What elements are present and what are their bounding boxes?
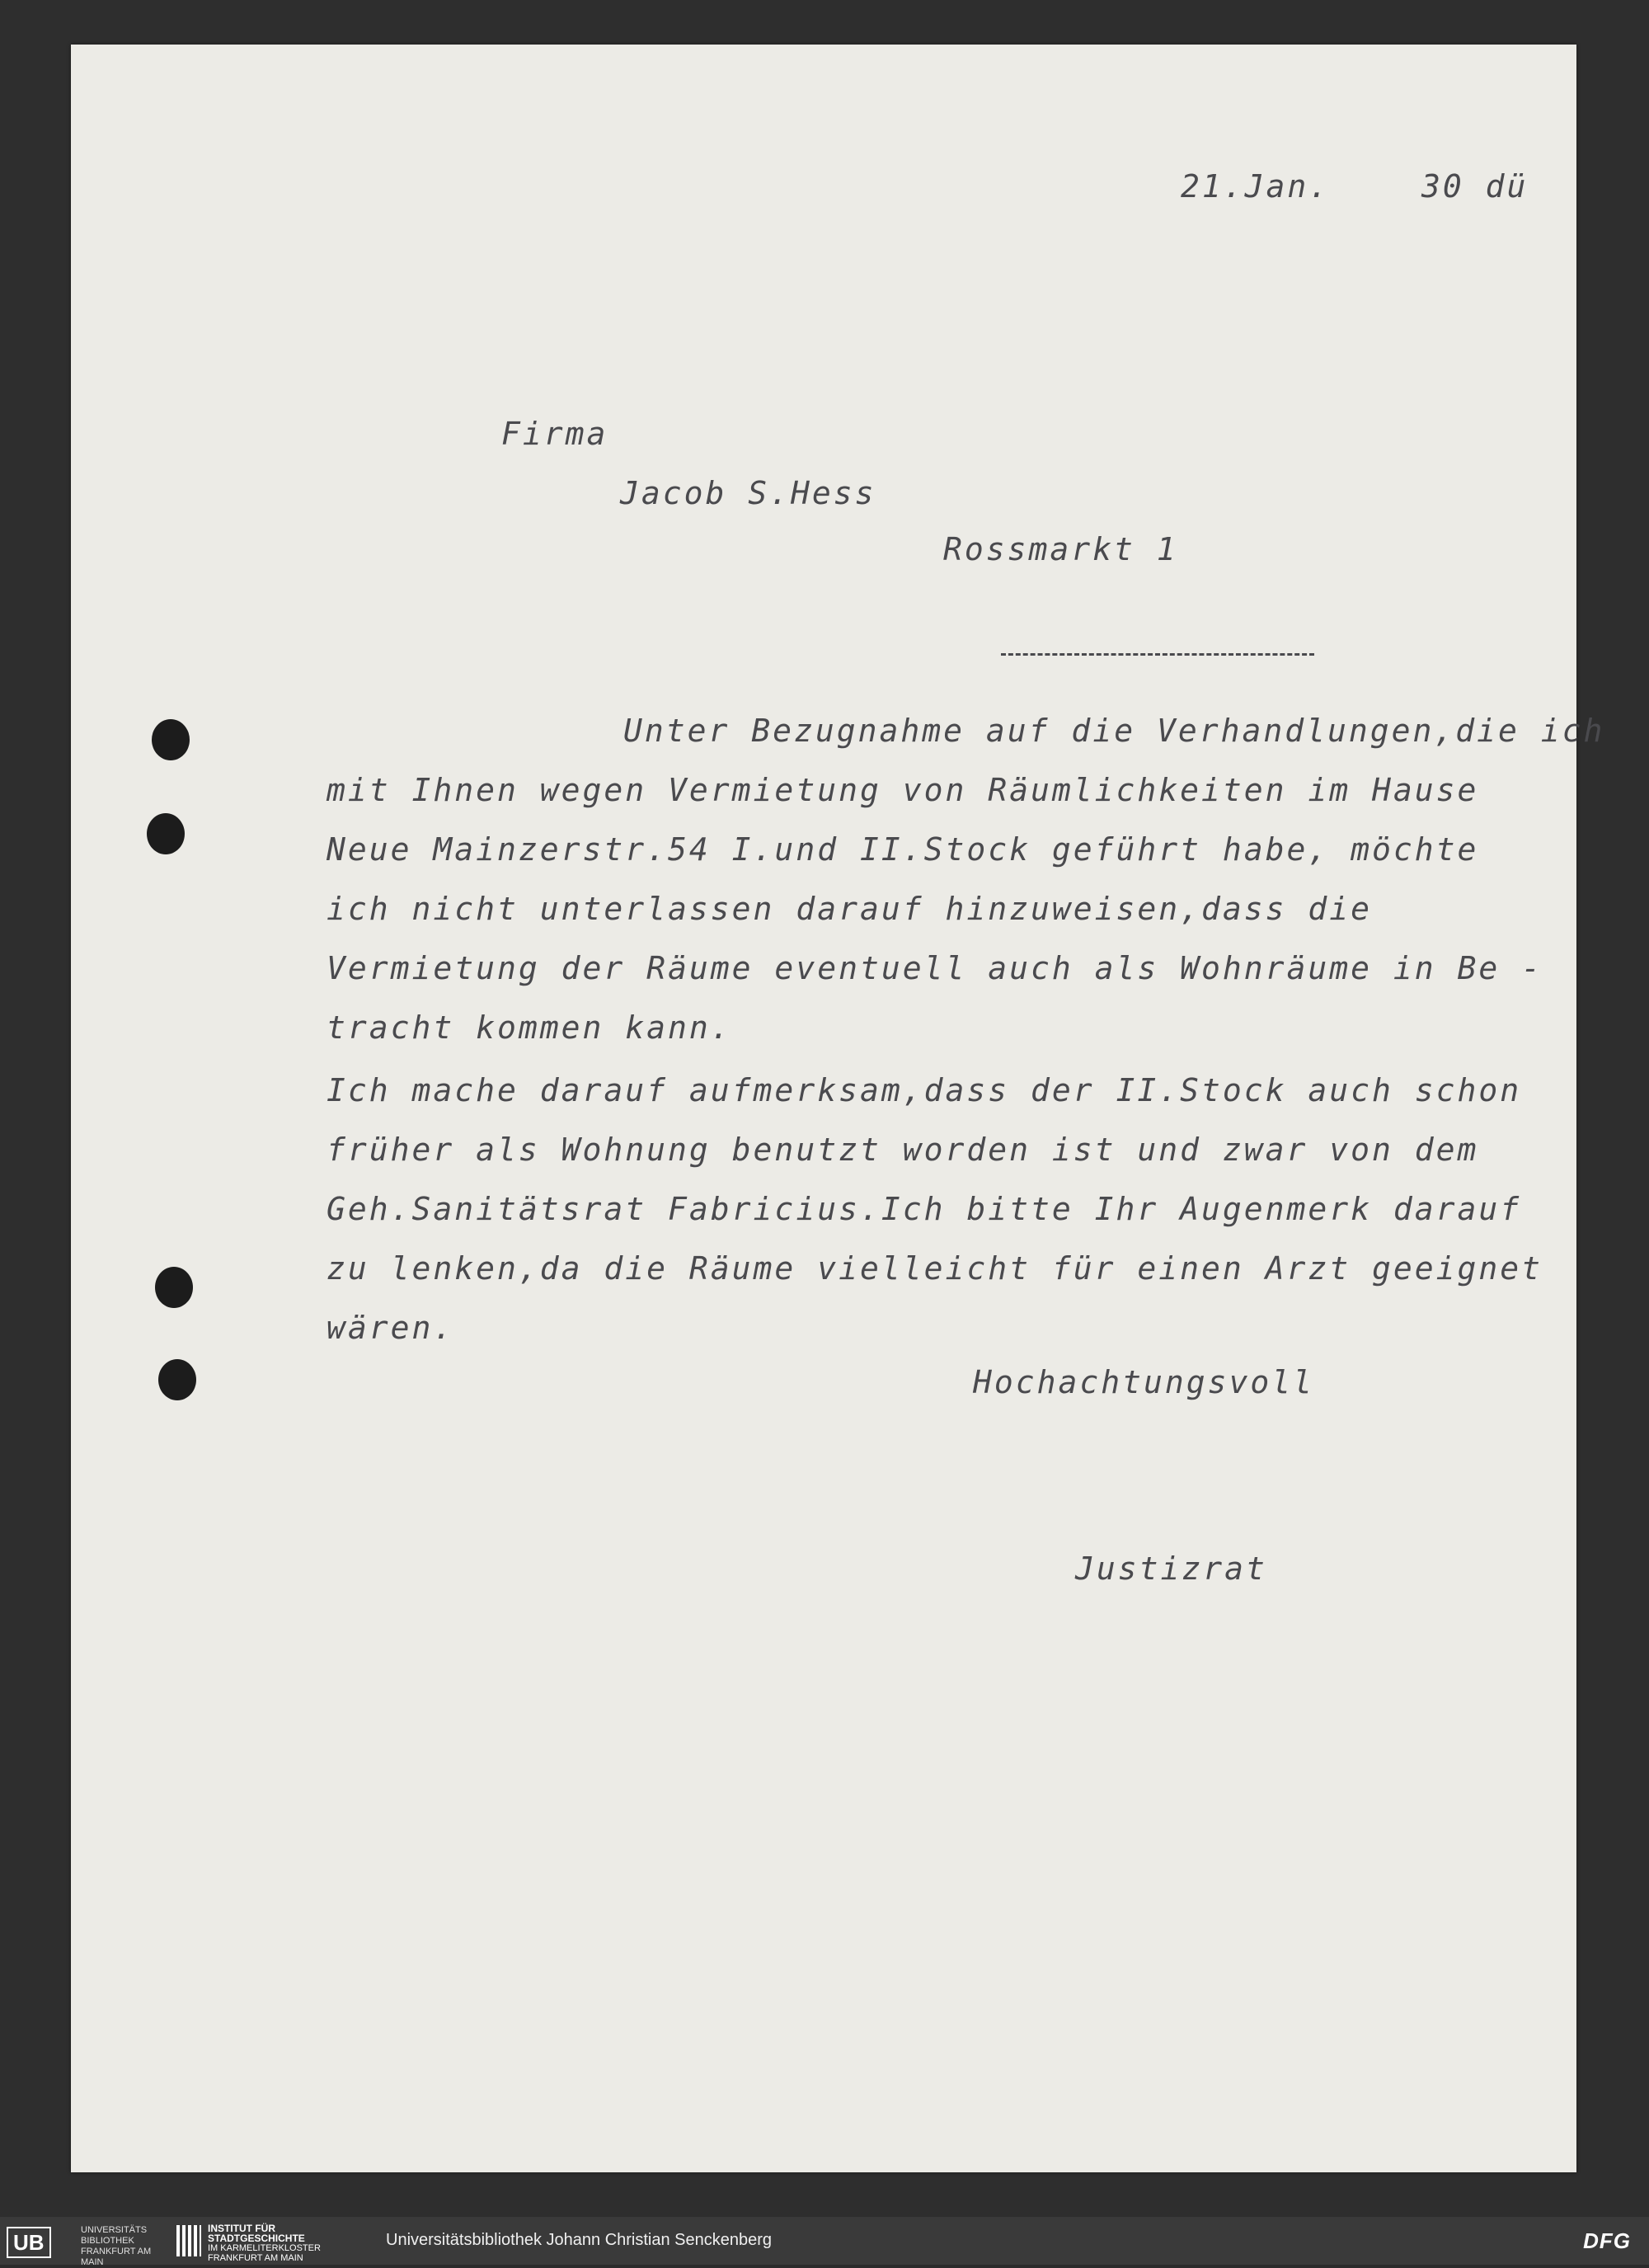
body-line-3: Neue Mainzerstr.54 I.und II.Stock geführt habe, möchte (327, 831, 1479, 868)
library-name: Universitätsbibliothek Johann Christian Senckenberg (386, 2231, 773, 2249)
punch-hole-2 (147, 813, 185, 854)
recipient-line-2: Jacob S.Hess (620, 475, 876, 511)
letter-reference: 30 dü (1421, 168, 1529, 205)
letter-date: 21.Jan. (1181, 168, 1331, 205)
punch-hole-4 (158, 1359, 196, 1400)
body-line-5: Vermietung der Räume eventuell auch als Wohnräume in Be - (327, 950, 1543, 986)
body-line-2: mit Ihnen wegen Vermietung von Räumlichkeiten im Hause (327, 772, 1479, 808)
body-line-8: früher als Wohnung benutzt worden ist und zwar von dem (327, 1132, 1479, 1168)
letter-page (71, 45, 1605, 2172)
isg-logo-icon (176, 2225, 201, 2256)
ub-logo: UB (7, 2227, 51, 2258)
footer-bar (0, 2217, 1649, 2265)
isg-logo-text (208, 2223, 340, 2263)
punch-hole-3 (155, 1267, 193, 1308)
closing: Hochachtungsvoll (973, 1364, 1315, 1400)
ub-logo-text: UNIVERSITÄTS BIBLIOTHEK FRANKFURT AM MAIN (81, 2225, 152, 2267)
punch-hole-1 (152, 719, 190, 760)
recipient-line-1: Firma (501, 416, 608, 452)
body-line-9: Geh.Sanitätsrat Fabricius.Ich bitte Ihr Augenmerk darauf (327, 1191, 1522, 1227)
body-line-6: tracht kommen kann. (327, 1009, 732, 1046)
body-line-11: wären. (327, 1310, 455, 1346)
body-line-10: zu lenken,da die Räume vielleicht für einen Arzt geeignet (327, 1250, 1543, 1287)
body-line-4: ich nicht unterlassen darauf hinzuweisen,dass die (327, 891, 1373, 927)
dfg-logo: DFG (1583, 2228, 1631, 2253)
recipient-line-3: Rossmarkt 1 (943, 531, 1178, 567)
signature-title: Justizrat (1075, 1550, 1267, 1587)
isg-name: INSTITUT FÜR STADTGESCHICHTE (208, 2223, 305, 2244)
body-line-1: Unter Bezugnahme auf die Verhandlungen,die ich (623, 713, 1605, 749)
isg-subtitle: IM KARMELITERKLOSTER FRANKFURT AM MAIN (208, 2243, 321, 2263)
body-line-7: Ich mache darauf aufmerksam,dass der II.Stock auch schon (327, 1072, 1522, 1108)
recipient-underline (1001, 653, 1314, 656)
